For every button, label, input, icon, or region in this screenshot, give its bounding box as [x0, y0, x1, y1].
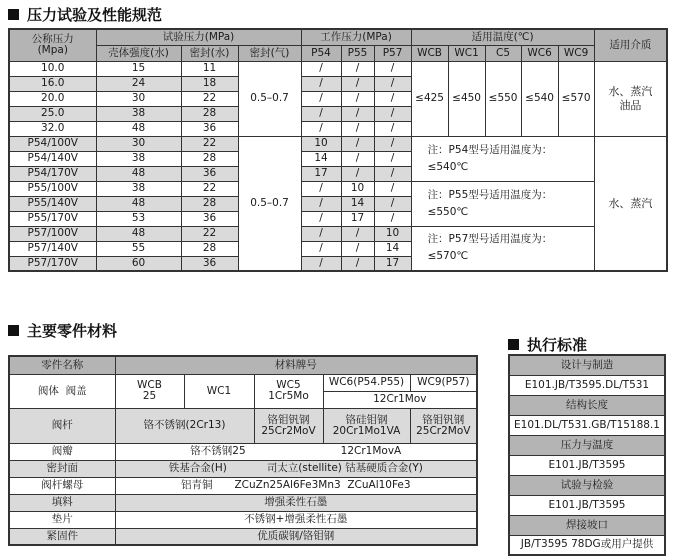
cell: 55	[96, 241, 181, 256]
part-disc: 阀瓣	[9, 443, 115, 460]
temp-note: 注：P55型号适用温度为： ≤550℃	[411, 181, 594, 226]
cell: /	[301, 106, 341, 121]
cell: P54/140V	[9, 151, 96, 166]
cell: 10.0	[9, 61, 96, 76]
header-temp: 适用温度(℃)	[411, 29, 594, 45]
cell: P55/100V	[9, 181, 96, 196]
part-gasket: 垫片	[9, 511, 115, 528]
temp-note: 注：P54型号适用温度为： ≤540℃	[411, 136, 594, 181]
cell: 17	[341, 211, 374, 226]
cell: 铬硅钼钢 20Cr1Mo1VA	[323, 408, 410, 443]
cell: /	[341, 76, 374, 91]
materials-table	[8, 355, 478, 546]
cell: 17	[374, 256, 411, 271]
cell: 53	[96, 211, 181, 226]
cell: 增强柔性石墨	[115, 494, 477, 511]
cell: 铬不锈钢(2Cr13)	[115, 408, 254, 443]
cell: 38	[96, 151, 181, 166]
cell: /	[374, 121, 411, 136]
standard-value: E101.JB/T3595	[509, 495, 665, 515]
part-fastener: 紧固件	[9, 528, 115, 545]
cell: P57/140V	[9, 241, 96, 256]
part-stem-nut: 阀杆螺母	[9, 477, 115, 494]
cell: /	[301, 76, 341, 91]
standard-value: E101.JB/T3595	[509, 455, 665, 475]
cell: WC1	[184, 374, 254, 408]
cell: /	[301, 121, 341, 136]
cell: ≤570	[558, 61, 594, 136]
cell: P55/170V	[9, 211, 96, 226]
cell: /	[341, 91, 374, 106]
cell: /	[341, 226, 374, 241]
standard-label: 压力与温度	[509, 435, 665, 455]
part-seat: 密封面	[9, 460, 115, 477]
cell: 28	[181, 106, 238, 121]
cell: 10	[374, 226, 411, 241]
header-wc9: WC9	[558, 45, 594, 61]
square-bullet-icon	[8, 9, 19, 20]
square-bullet-icon	[8, 325, 19, 336]
header-work: 工作压力(MPa)	[301, 29, 411, 45]
cell: 18	[181, 76, 238, 91]
cell: ≤450	[448, 61, 485, 136]
cell: 铬钼钒钢 25Cr2MoV	[254, 408, 323, 443]
cell: 0.5–0.7	[238, 61, 301, 136]
cell: 48	[96, 166, 181, 181]
section-title-pressure: 压力试验及性能规范	[8, 4, 162, 25]
cell: /	[341, 241, 374, 256]
cell: /	[301, 61, 341, 76]
temp-note: 注：P57型号适用温度为： ≤570℃	[411, 226, 594, 271]
header-medium: 适用介质	[594, 29, 667, 61]
section-title-standards: 执行标准	[508, 334, 587, 355]
standard-value: JB/T3595 78DG或用户提供	[509, 535, 665, 555]
cell: 22	[181, 181, 238, 196]
cell	[115, 460, 477, 477]
cell: 17	[301, 166, 341, 181]
cell-text: 铁基合金(H)	[168, 462, 227, 474]
header-p57: P57	[374, 45, 411, 61]
cell: 28	[181, 241, 238, 256]
cell: ≤550	[485, 61, 521, 136]
cell: ≤540	[521, 61, 558, 136]
cell: /	[374, 181, 411, 196]
cell: /	[301, 256, 341, 271]
cell: 铬钼钒钢 25Cr2MoV	[410, 408, 477, 443]
cell: 36	[181, 166, 238, 181]
part-packing: 填料	[9, 494, 115, 511]
cell: 28	[181, 151, 238, 166]
cell: 28	[181, 196, 238, 211]
section-title-materials: 主要零件材料	[8, 320, 117, 341]
standard-label: 试验与检验	[509, 475, 665, 495]
cell: 48	[96, 121, 181, 136]
header-test: 试验压力(MPa)	[96, 29, 301, 45]
cell	[115, 477, 477, 494]
cell-text: 铝青铜	[180, 479, 213, 491]
cell-text: 司太立(stellite) 钴基硬质合金(Y)	[266, 462, 423, 474]
cell: 36	[181, 256, 238, 271]
header-p54: P54	[301, 45, 341, 61]
cell: /	[374, 151, 411, 166]
cell: /	[341, 166, 374, 181]
cell-text: 铬不锈钢25	[190, 445, 246, 457]
cell: 11	[181, 61, 238, 76]
cell-text: ZCuZn25Al6Fe3Mn3 ZCuAl10Fe3	[234, 479, 411, 491]
standard-value: E101.JB/T3595.DL/T531	[509, 375, 665, 395]
cell: /	[301, 211, 341, 226]
cell: /	[374, 211, 411, 226]
cell: /	[374, 196, 411, 211]
cell: 20.0	[9, 91, 96, 106]
cell: /	[301, 181, 341, 196]
cell: /	[374, 136, 411, 151]
header-part-name: 零件名称	[9, 356, 115, 374]
cell: 38	[96, 181, 181, 196]
cell: 24	[96, 76, 181, 91]
cell	[115, 443, 477, 460]
cell: 14	[341, 196, 374, 211]
cell: WC9(P57)	[410, 374, 477, 391]
cell: P57/100V	[9, 226, 96, 241]
cell-text: 12Cr1MovA	[340, 445, 402, 457]
cell: /	[341, 151, 374, 166]
cell: 36	[181, 211, 238, 226]
header-nominal: 公称压力 (Mpa)	[9, 29, 96, 61]
cell: /	[374, 91, 411, 106]
header-wc6: WC6	[521, 45, 558, 61]
square-bullet-icon	[508, 339, 519, 350]
cell: 30	[96, 136, 181, 151]
cell: 30	[96, 91, 181, 106]
cell: 48	[96, 226, 181, 241]
cell: P54/100V	[9, 136, 96, 151]
cell: P55/140V	[9, 196, 96, 211]
cell: /	[301, 226, 341, 241]
cell: 不锈钢+增强柔性石墨	[115, 511, 477, 528]
header-shell: 壳体强度(水)	[96, 45, 181, 61]
cell: 22	[181, 91, 238, 106]
cell: 25.0	[9, 106, 96, 121]
standard-label: 结构长度	[509, 395, 665, 415]
cell: /	[341, 61, 374, 76]
cell: /	[341, 256, 374, 271]
cell: 32.0	[9, 121, 96, 136]
header-p55: P55	[341, 45, 374, 61]
cell: 水、蒸汽	[594, 136, 667, 271]
cell: 60	[96, 256, 181, 271]
header-c5: C5	[485, 45, 521, 61]
cell: /	[301, 196, 341, 211]
cell: 优质碳钢/铬钼钢	[115, 528, 477, 545]
cell: 14	[374, 241, 411, 256]
cell: /	[301, 91, 341, 106]
standard-value: E101.DL/T531.GB/T15188.1	[509, 415, 665, 435]
cell: 48	[96, 196, 181, 211]
cell: ≤425	[411, 61, 448, 136]
standard-label: 设计与制造	[509, 355, 665, 375]
cell: 10	[341, 181, 374, 196]
cell: 0.5–0.7	[238, 136, 301, 271]
header-wc1: WC1	[448, 45, 485, 61]
cell: 22	[181, 136, 238, 151]
cell: /	[341, 121, 374, 136]
cell: 22	[181, 226, 238, 241]
cell: /	[301, 241, 341, 256]
cell: 15	[96, 61, 181, 76]
cell: /	[341, 136, 374, 151]
standards-table	[508, 354, 666, 556]
cell: 38	[96, 106, 181, 121]
cell: 10	[301, 136, 341, 151]
cell: 12Cr1Mov	[323, 391, 477, 408]
header-wcb: WCB	[411, 45, 448, 61]
header-seal-gas: 密封(气)	[238, 45, 301, 61]
cell: /	[374, 61, 411, 76]
cell: /	[374, 76, 411, 91]
cell: /	[374, 166, 411, 181]
cell: 36	[181, 121, 238, 136]
cell: /	[341, 106, 374, 121]
cell: WC6(P54.P55)	[323, 374, 410, 391]
cell: WCB 25	[115, 374, 184, 408]
standard-label: 焊接坡口	[509, 515, 665, 535]
header-material: 材料牌号	[115, 356, 477, 374]
cell: WC5 1Cr5Mo	[254, 374, 323, 408]
header-seal-water: 密封(水)	[181, 45, 238, 61]
part-stem: 阀杆	[9, 408, 115, 443]
part-body: 阀体 阀盖	[9, 374, 115, 408]
cell: P54/170V	[9, 166, 96, 181]
cell: 16.0	[9, 76, 96, 91]
cell: 14	[301, 151, 341, 166]
cell: /	[374, 106, 411, 121]
cell: P57/170V	[9, 256, 96, 271]
pressure-spec-table	[8, 28, 668, 272]
cell: 水、蒸汽 油品	[594, 61, 667, 136]
